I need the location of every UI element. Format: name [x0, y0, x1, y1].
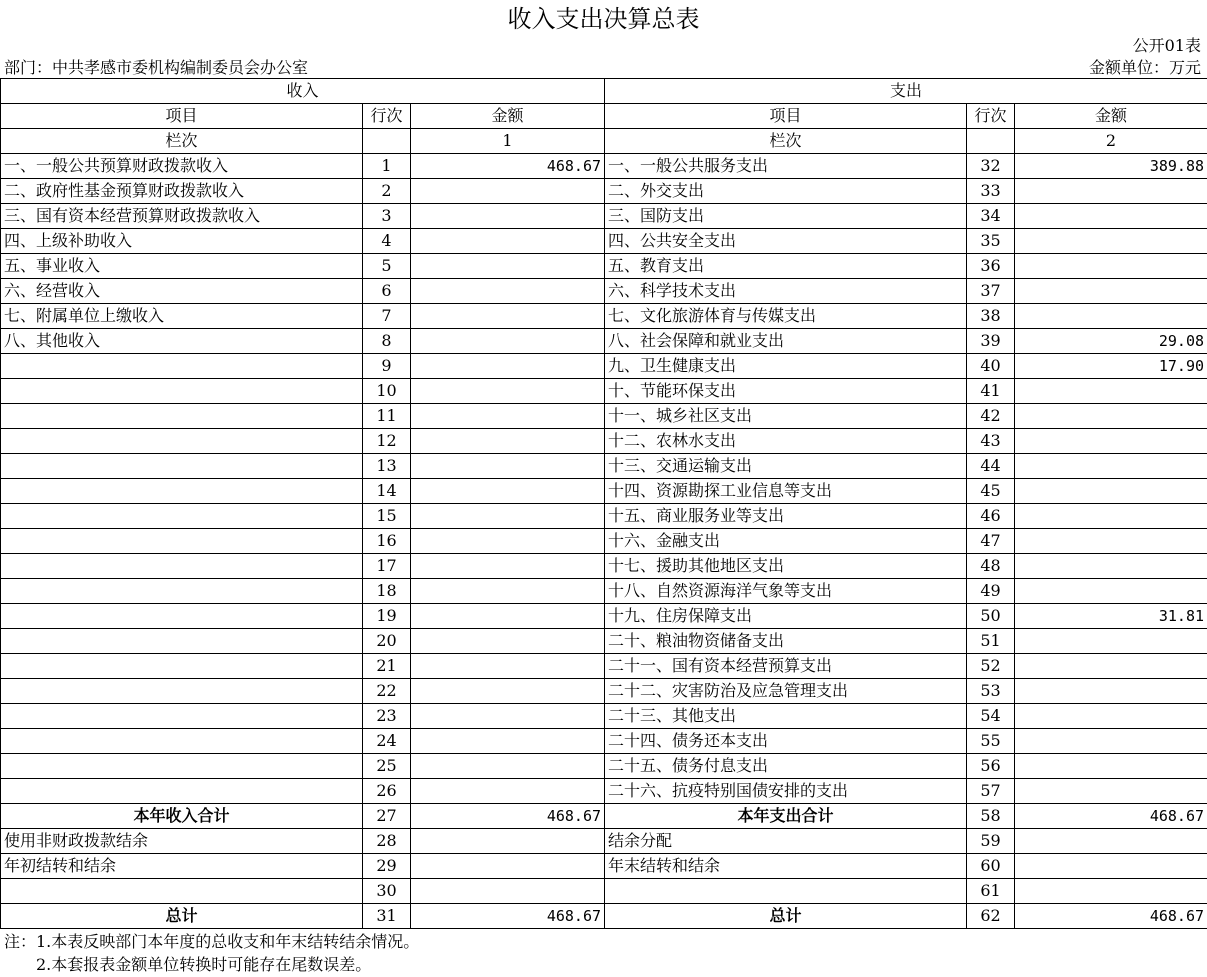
expense-amount [1015, 254, 1207, 279]
expense-amount [1015, 579, 1207, 604]
table-row [1, 854, 1207, 879]
expense-row-number: 50 [967, 604, 1015, 629]
income-item [1, 779, 363, 804]
expense-row-number: 37 [967, 279, 1015, 304]
income-amount [411, 229, 605, 254]
income-amount [411, 504, 605, 529]
income-row-number: 7 [363, 304, 411, 329]
income-amount [411, 279, 605, 304]
table-row [1, 679, 1207, 704]
expense-row-number: 44 [967, 454, 1015, 479]
table-row [1, 504, 1207, 529]
table-row [1, 204, 1207, 229]
expense-amount [1015, 704, 1207, 729]
income-column-number: 1 [411, 129, 605, 154]
income-item [1, 404, 363, 429]
expense-amount [1015, 504, 1207, 529]
expense-item: 十五、商业服务业等支出 [605, 504, 967, 529]
expense-amount [1015, 679, 1207, 704]
table-row [1, 254, 1207, 279]
expense-item: 一、一般公共服务支出 [605, 154, 967, 179]
income-row-number: 14 [363, 479, 411, 504]
expense-row-number: 54 [967, 704, 1015, 729]
expense-amount [1015, 879, 1207, 904]
expense-row-number: 57 [967, 779, 1015, 804]
expense-amount [1015, 654, 1207, 679]
table-row [1, 404, 1207, 429]
income-item [1, 579, 363, 604]
expense-item: 年末结转和结余 [605, 854, 967, 879]
expense-item: 十、节能环保支出 [605, 379, 967, 404]
income-row-number: 10 [363, 379, 411, 404]
expense-row-number: 52 [967, 654, 1015, 679]
expense-row-number: 48 [967, 554, 1015, 579]
income-amount [411, 329, 605, 354]
income-row-number: 15 [363, 504, 411, 529]
income-row-number: 4 [363, 229, 411, 254]
table-row [1, 879, 1207, 904]
expense-column-label: 栏次 [605, 129, 967, 154]
income-amount [411, 879, 605, 904]
income-row-number: 2 [363, 179, 411, 204]
expense-item: 十四、资源勘探工业信息等支出 [605, 479, 967, 504]
income-row-number: 23 [363, 704, 411, 729]
expense-row-number: 42 [967, 404, 1015, 429]
income-amount [411, 404, 605, 429]
income-amount [411, 679, 605, 704]
income-amount [411, 454, 605, 479]
income-item: 年初结转和结余 [1, 854, 363, 879]
empty-cell [363, 129, 411, 154]
page-title: 收入支出决算总表 [507, 5, 700, 33]
expense-amount [1015, 779, 1207, 804]
expense-item: 结余分配 [605, 829, 967, 854]
income-item: 二、政府性基金预算财政拨款收入 [1, 179, 363, 204]
table-row [1, 454, 1207, 479]
expense-item-header: 项目 [605, 104, 967, 129]
expense-item [605, 879, 967, 904]
table-row [1, 479, 1207, 504]
table-row [1, 754, 1207, 779]
expense-row-number: 51 [967, 629, 1015, 654]
income-item: 总计 [1, 904, 363, 929]
income-item [1, 629, 363, 654]
table-row [1, 729, 1207, 754]
expense-row-number: 40 [967, 354, 1015, 379]
income-item [1, 754, 363, 779]
table-row [1, 354, 1207, 379]
income-amount [411, 654, 605, 679]
income-item: 五、事业收入 [1, 254, 363, 279]
income-item: 六、经营收入 [1, 279, 363, 304]
table-row [1, 529, 1207, 554]
income-amount [411, 604, 605, 629]
expense-item: 二十、粮油物资储备支出 [605, 629, 967, 654]
unit-label: 金额单位：万元 [1088, 58, 1201, 77]
income-item [1, 354, 363, 379]
expense-item: 七、文化旅游体育与传媒支出 [605, 304, 967, 329]
expense-row-number: 32 [967, 154, 1015, 179]
expense-item: 八、社会保障和就业支出 [605, 329, 967, 354]
expense-amount [1015, 179, 1207, 204]
expense-amount [1015, 854, 1207, 879]
summary-table [0, 78, 1207, 929]
income-row-number: 13 [363, 454, 411, 479]
expense-item: 二十五、债务付息支出 [605, 754, 967, 779]
income-item [1, 604, 363, 629]
form-number: 公开01表 [1132, 36, 1201, 55]
income-row-number: 1 [363, 154, 411, 179]
expense-item: 总计 [605, 904, 967, 929]
income-item: 三、国有资本经营预算财政拨款收入 [1, 204, 363, 229]
expense-item: 五、教育支出 [605, 254, 967, 279]
expense-amount [1015, 529, 1207, 554]
income-amount [411, 829, 605, 854]
expense-item: 十九、住房保障支出 [605, 604, 967, 629]
expense-amount-header: 金额 [1015, 104, 1207, 129]
income-amount [411, 254, 605, 279]
income-item [1, 729, 363, 754]
income-row-number: 21 [363, 654, 411, 679]
expense-item: 二十三、其他支出 [605, 704, 967, 729]
income-item [1, 704, 363, 729]
expense-item: 十八、自然资源海洋气象等支出 [605, 579, 967, 604]
income-column-label: 栏次 [1, 129, 363, 154]
expense-row-number: 45 [967, 479, 1015, 504]
table-row [1, 279, 1207, 304]
expense-amount: 17.90 [1015, 354, 1207, 379]
expense-amount [1015, 754, 1207, 779]
expense-item: 六、科学技术支出 [605, 279, 967, 304]
expense-amount: 468.67 [1015, 804, 1207, 829]
income-row-number: 16 [363, 529, 411, 554]
expense-row-number: 55 [967, 729, 1015, 754]
expense-row-number: 34 [967, 204, 1015, 229]
expense-row-number: 35 [967, 229, 1015, 254]
table-row [1, 579, 1207, 604]
expense-item: 十六、金融支出 [605, 529, 967, 554]
table-row [1, 304, 1207, 329]
income-row-number: 27 [363, 804, 411, 829]
table-row [1, 379, 1207, 404]
expense-row-number: 41 [967, 379, 1015, 404]
income-amount [411, 554, 605, 579]
income-item [1, 529, 363, 554]
income-amount [411, 629, 605, 654]
income-item [1, 554, 363, 579]
income-amount [411, 529, 605, 554]
expense-item: 二十四、债务还本支出 [605, 729, 967, 754]
income-item: 使用非财政拨款结余 [1, 829, 363, 854]
expense-item: 二十一、国有资本经营预算支出 [605, 654, 967, 679]
income-item: 四、上级补助收入 [1, 229, 363, 254]
income-amount-header: 金额 [411, 104, 605, 129]
income-item [1, 504, 363, 529]
expense-row-number: 62 [967, 904, 1015, 929]
expense-amount [1015, 829, 1207, 854]
expense-row-number: 59 [967, 829, 1015, 854]
income-item [1, 679, 363, 704]
expense-row-number: 43 [967, 429, 1015, 454]
expense-amount: 29.08 [1015, 329, 1207, 354]
income-row-number: 25 [363, 754, 411, 779]
expense-item: 十一、城乡社区支出 [605, 404, 967, 429]
income-row-number: 24 [363, 729, 411, 754]
income-amount [411, 204, 605, 229]
expense-item: 十三、交通运输支出 [605, 454, 967, 479]
income-row-number: 11 [363, 404, 411, 429]
expense-item: 十七、援助其他地区支出 [605, 554, 967, 579]
income-row-number: 22 [363, 679, 411, 704]
income-amount [411, 779, 605, 804]
income-amount [411, 729, 605, 754]
income-item: 七、附属单位上缴收入 [1, 304, 363, 329]
table-row [1, 154, 1207, 179]
income-amount: 468.67 [411, 904, 605, 929]
income-row-number: 8 [363, 329, 411, 354]
expense-row-number: 53 [967, 679, 1015, 704]
expense-row-number: 33 [967, 179, 1015, 204]
empty-cell [967, 129, 1015, 154]
table-row [1, 604, 1207, 629]
expense-amount [1015, 479, 1207, 504]
income-item: 本年收入合计 [1, 804, 363, 829]
expense-header: 支出 [605, 79, 1207, 104]
income-item: 八、其他收入 [1, 329, 363, 354]
income-item [1, 879, 363, 904]
expense-row-number: 36 [967, 254, 1015, 279]
income-row-number: 19 [363, 604, 411, 629]
expense-item: 三、国防支出 [605, 204, 967, 229]
notes [4, 930, 419, 976]
expense-amount [1015, 279, 1207, 304]
expense-row-number: 39 [967, 329, 1015, 354]
expense-item: 十二、农林水支出 [605, 429, 967, 454]
expense-amount [1015, 629, 1207, 654]
income-item [1, 654, 363, 679]
expense-item: 四、公共安全支出 [605, 229, 967, 254]
expense-item: 九、卫生健康支出 [605, 354, 967, 379]
income-header: 收入 [1, 79, 605, 104]
income-row-number: 18 [363, 579, 411, 604]
table-row [1, 704, 1207, 729]
expense-row-number: 47 [967, 529, 1015, 554]
income-row-number: 30 [363, 879, 411, 904]
income-row-number: 9 [363, 354, 411, 379]
table-row [1, 654, 1207, 679]
income-amount [411, 429, 605, 454]
expense-row-number: 38 [967, 304, 1015, 329]
department-label: 部门：中共孝感市委机构编制委员会办公室 [4, 58, 309, 77]
expense-amount [1015, 229, 1207, 254]
income-row-number: 20 [363, 629, 411, 654]
expense-row-number: 58 [967, 804, 1015, 829]
expense-column-number: 2 [1015, 129, 1207, 154]
note-2: 2.本套报表金额单位转换时可能存在尾数误差。 [4, 955, 372, 974]
income-row-number: 5 [363, 254, 411, 279]
income-item [1, 454, 363, 479]
expense-amount: 31.81 [1015, 604, 1207, 629]
income-amount: 468.67 [411, 804, 605, 829]
expense-item: 二、外交支出 [605, 179, 967, 204]
income-row-number: 28 [363, 829, 411, 854]
table-row [1, 804, 1207, 829]
note-1: 注：1.本表反映部门本年度的总收支和年末结转结余情况。 [4, 932, 420, 951]
expense-rowno-header: 行次 [967, 104, 1015, 129]
expense-row-number: 56 [967, 754, 1015, 779]
income-amount [411, 479, 605, 504]
income-amount: 468.67 [411, 154, 605, 179]
expense-row-number: 49 [967, 579, 1015, 604]
income-amount [411, 579, 605, 604]
income-row-number: 17 [363, 554, 411, 579]
expense-amount [1015, 304, 1207, 329]
income-amount [411, 704, 605, 729]
table-row [1, 829, 1207, 854]
income-amount [411, 379, 605, 404]
income-rowno-header: 行次 [363, 104, 411, 129]
expense-item: 二十二、灾害防治及应急管理支出 [605, 679, 967, 704]
expense-amount: 468.67 [1015, 904, 1207, 929]
income-row-number: 26 [363, 779, 411, 804]
income-amount [411, 179, 605, 204]
income-item [1, 429, 363, 454]
expense-amount [1015, 729, 1207, 754]
expense-item: 本年支出合计 [605, 804, 967, 829]
expense-row-number: 60 [967, 854, 1015, 879]
table-row [1, 904, 1207, 929]
income-item [1, 379, 363, 404]
income-item: 一、一般公共预算财政拨款收入 [1, 154, 363, 179]
table-row [1, 629, 1207, 654]
expense-amount [1015, 204, 1207, 229]
table-row [1, 554, 1207, 579]
table-row [1, 329, 1207, 354]
income-item-header: 项目 [1, 104, 363, 129]
table-row [1, 779, 1207, 804]
expense-amount: 389.88 [1015, 154, 1207, 179]
income-amount [411, 854, 605, 879]
income-row-number: 29 [363, 854, 411, 879]
income-item [1, 479, 363, 504]
income-amount [411, 754, 605, 779]
income-amount [411, 304, 605, 329]
table-row [1, 229, 1207, 254]
expense-amount [1015, 404, 1207, 429]
income-row-number: 6 [363, 279, 411, 304]
expense-row-number: 61 [967, 879, 1015, 904]
income-row-number: 12 [363, 429, 411, 454]
expense-amount [1015, 379, 1207, 404]
expense-row-number: 46 [967, 504, 1015, 529]
expense-item: 二十六、抗疫特别国债安排的支出 [605, 779, 967, 804]
table-row [1, 179, 1207, 204]
expense-amount [1015, 454, 1207, 479]
table-row [1, 429, 1207, 454]
income-row-number: 3 [363, 204, 411, 229]
expense-amount [1015, 554, 1207, 579]
expense-amount [1015, 429, 1207, 454]
income-row-number: 31 [363, 904, 411, 929]
income-amount [411, 354, 605, 379]
